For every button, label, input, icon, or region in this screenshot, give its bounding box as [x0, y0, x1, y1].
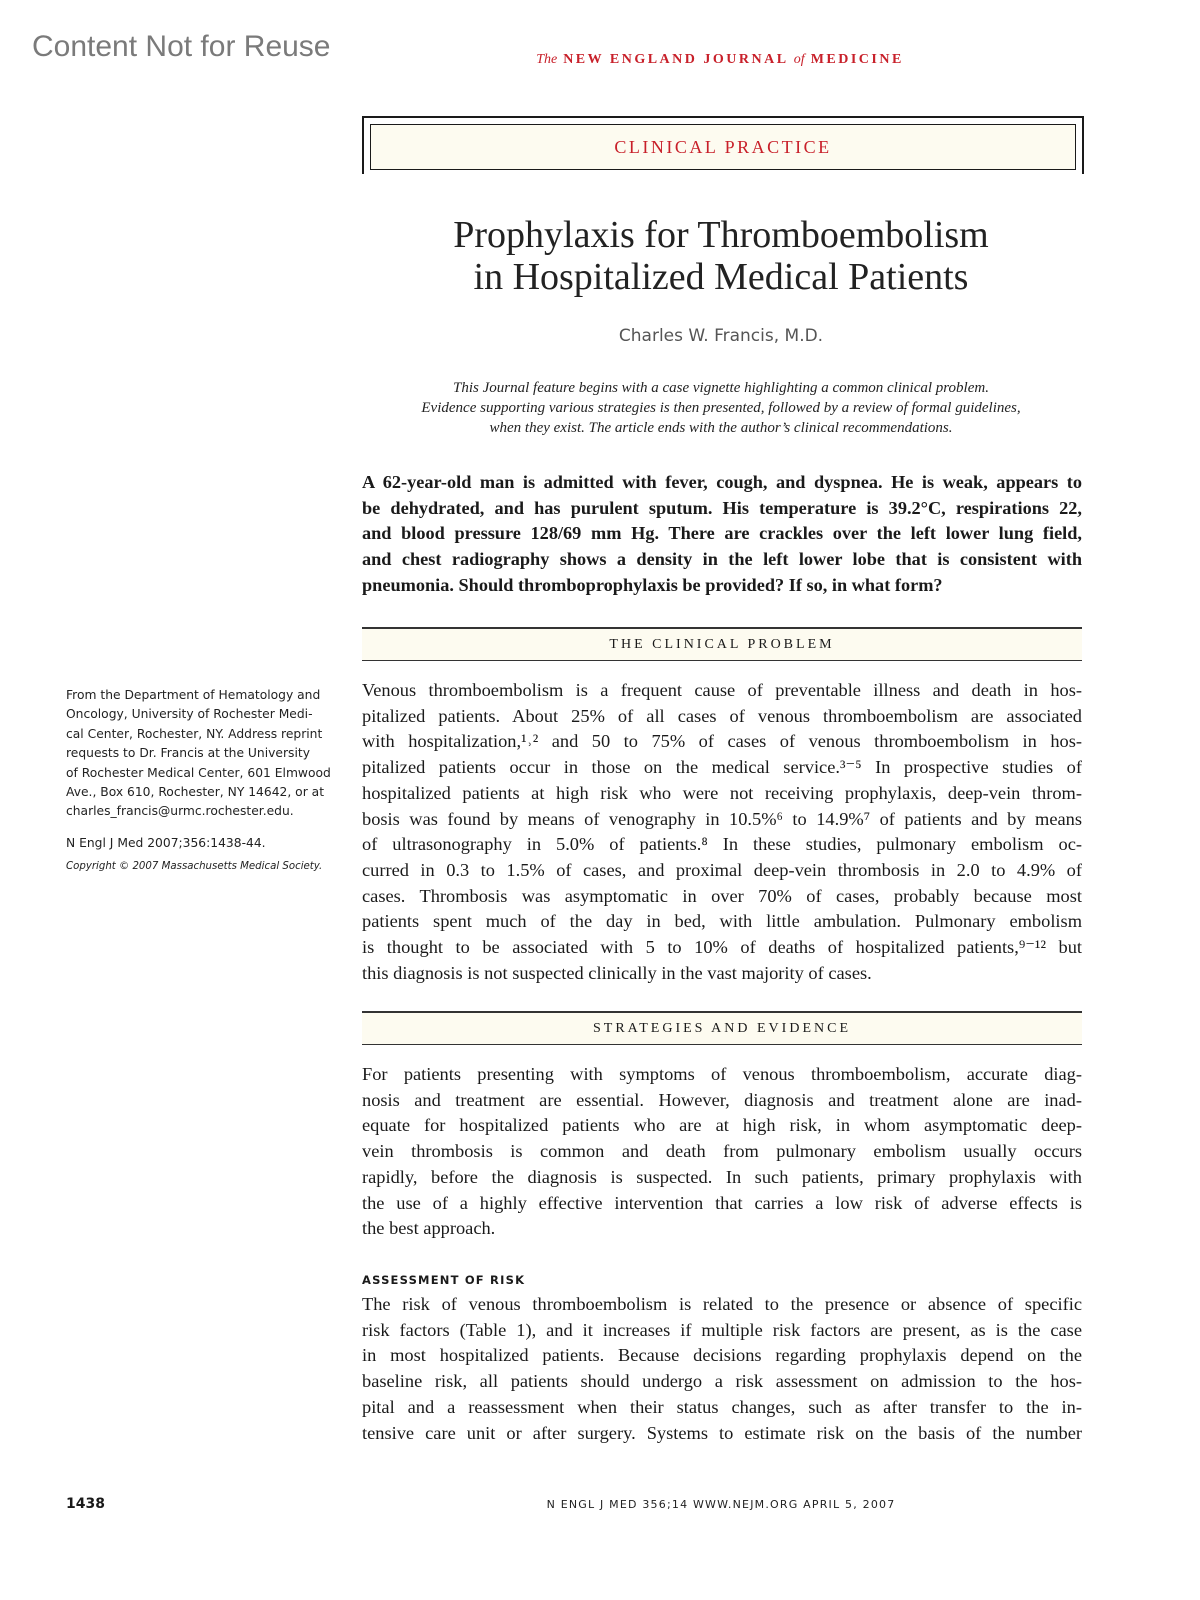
vignette-line: be dehydrated, and has purulent sputum. His temperature is 39.2°C, respirations 22, [362, 497, 1082, 518]
clinical-problem-text [362, 678, 1082, 986]
body-line: the best approach. [362, 1218, 496, 1239]
body-line: Venous thromboembolism is a frequent cause of preventable illness and death in hos- [362, 680, 1082, 700]
body-line: this diagnosis is not suspected clinically in the vast majority of cases. [362, 962, 872, 983]
intro-text [380, 378, 1062, 438]
body-line: equate for hospitalized patients who are at high risk, in whom asymptomatic deep- [362, 1115, 1082, 1136]
page-number: 1438 [66, 1496, 105, 1512]
vignette-line: and blood pressure 128/69 mm Hg. There are crackles over the left lower lung field, [362, 523, 1082, 544]
affiliation-line: charles_francis@urmc.rochester.edu. [66, 804, 294, 819]
body-line: bosis was found by means of venography in 10.5%⁶ to 14.9%⁷ of patients and by means [362, 808, 1082, 829]
watermark: Content Not for Reuse [32, 30, 331, 63]
section-heading-clinical-problem: THE CLINICAL PROBLEM [362, 627, 1082, 661]
body-line: pitalized patients occur in those on the medical service.³⁻⁵ In prospective studies of [362, 757, 1082, 778]
affiliation-line: Ave., Box 610, Rochester, NY 14642, or at [66, 785, 325, 800]
body-line: baseline risk, all patients should undergo a risk assessment on admission to the hos- [362, 1371, 1082, 1392]
journal-header-name: NEW ENGLAND JOURNAL [563, 52, 788, 67]
body-line: tensive care unit or after surgery. Systems to estimate risk on the basis of the number [362, 1422, 1082, 1443]
affiliation-line: From the Department of Hematology and [66, 688, 321, 702]
affiliation-line: cal Center, Rochester, NY. Address reprint [66, 726, 323, 741]
body-line: rapidly, before the diagnosis is suspected. In such patients, primary prophylaxis with [362, 1166, 1082, 1187]
body-line: hospitalized patients at high risk who were not receiving prophylaxis, deep-vein throm- [362, 782, 1082, 803]
body-line: The risk of venous thromboembolism is related to the presence or absence of specific [362, 1294, 1082, 1314]
section-label: CLINICAL PRACTICE [370, 124, 1076, 170]
body-line: patients spent much of the day in bed, with little ambulation. Pulmonary embolism [362, 911, 1082, 932]
strategies-text [362, 1062, 1082, 1242]
vignette-line: and chest radiography shows a density in the left lower lobe that is consistent with [362, 549, 1082, 570]
sidebar-affiliation [66, 686, 344, 877]
citation: N Engl J Med 2007;356:1438-44. [66, 835, 266, 850]
case-vignette [362, 470, 1082, 599]
body-line: is thought to be associated with 5 to 10% of deaths of hospitalized patients,⁹⁻¹² but [362, 937, 1082, 958]
section-label-box [362, 116, 1084, 174]
intro-line: This Journal feature begins with a case vignette highlighting a common clinical problem. [453, 380, 989, 396]
body-line: risk factors (Table 1), and it increases if multiple risk factors are present, as is the case [362, 1319, 1082, 1340]
intro-line: Evidence supporting various strategies is then presented, followed by a review of formal guidelines, [421, 400, 1021, 416]
assessment-text [362, 1292, 1082, 1446]
affiliation-line: of Rochester Medical Center, 601 Elmwood [66, 765, 331, 780]
journal-header-of: of [793, 52, 805, 67]
intro-line: when they exist. The article ends with the author’s clinical recommendations. [489, 420, 953, 436]
page-footer: N ENGL J MED 356;14 WWW.NEJM.ORG APRIL 5, 2007 [546, 1498, 896, 1511]
body-line: with hospitalization,¹˒² and 50 to 75% of cases of venous thromboembolism in hos- [362, 731, 1082, 752]
section-heading-strategies: STRATEGIES AND EVIDENCE [362, 1011, 1082, 1045]
body-line: the use of a highly effective intervention that carries a low risk of adverse effects is [362, 1192, 1082, 1213]
body-line: pital and a reassessment when their status changes, such as after transfer to the in- [362, 1396, 1082, 1417]
vignette-line: A 62-year-old man is admitted with fever, cough, and dyspnea. He is weak, appears to [362, 472, 1082, 492]
body-line: vein thrombosis is common and death from pulmonary embolism usually occurs [362, 1141, 1082, 1162]
subheading-assessment-of-risk: ASSESSMENT OF RISK [362, 1273, 526, 1287]
author: Charles W. Francis, M.D. [618, 326, 824, 346]
body-line: nosis and treatment are essential. However, diagnosis and treatment alone are inad- [362, 1089, 1082, 1110]
journal-header [360, 52, 1080, 68]
article-title [360, 214, 1082, 298]
affiliation-line: Oncology, University of Rochester Medi- [66, 707, 313, 722]
copyright: Copyright © 2007 Massachusetts Medical Society. [66, 861, 323, 873]
body-line: in most hospitalized patients. Because decisions regarding prophylaxis depend on the [362, 1345, 1082, 1366]
title-line: in Hospitalized Medical Patients [473, 256, 969, 298]
body-line: of ultrasonography in 5.0% of patients.⁸ In these studies, pulmonary embolism oc- [362, 834, 1082, 855]
body-line: pitalized patients. About 25% of all cases of venous thromboembolism are associated [362, 705, 1082, 726]
journal-header-medicine: MEDICINE [810, 52, 904, 67]
body-line: cases. Thrombosis was asymptomatic in over 70% of cases, probably because most [362, 885, 1082, 906]
affiliation-line: requests to Dr. Francis at the University [66, 746, 310, 761]
title-line: Prophylaxis for Thromboembolism [453, 214, 989, 256]
body-line: For patients presenting with symptoms of venous thromboembolism, accurate diag- [362, 1064, 1082, 1084]
vignette-line: pneumonia. Should thromboprophylaxis be provided? If so, in what form? [362, 574, 943, 595]
body-line: curred in 0.3 to 1.5% of cases, and proximal deep-vein thrombosis in 2.0 to 4.9% of [362, 859, 1082, 880]
journal-header-the: The [536, 52, 558, 67]
